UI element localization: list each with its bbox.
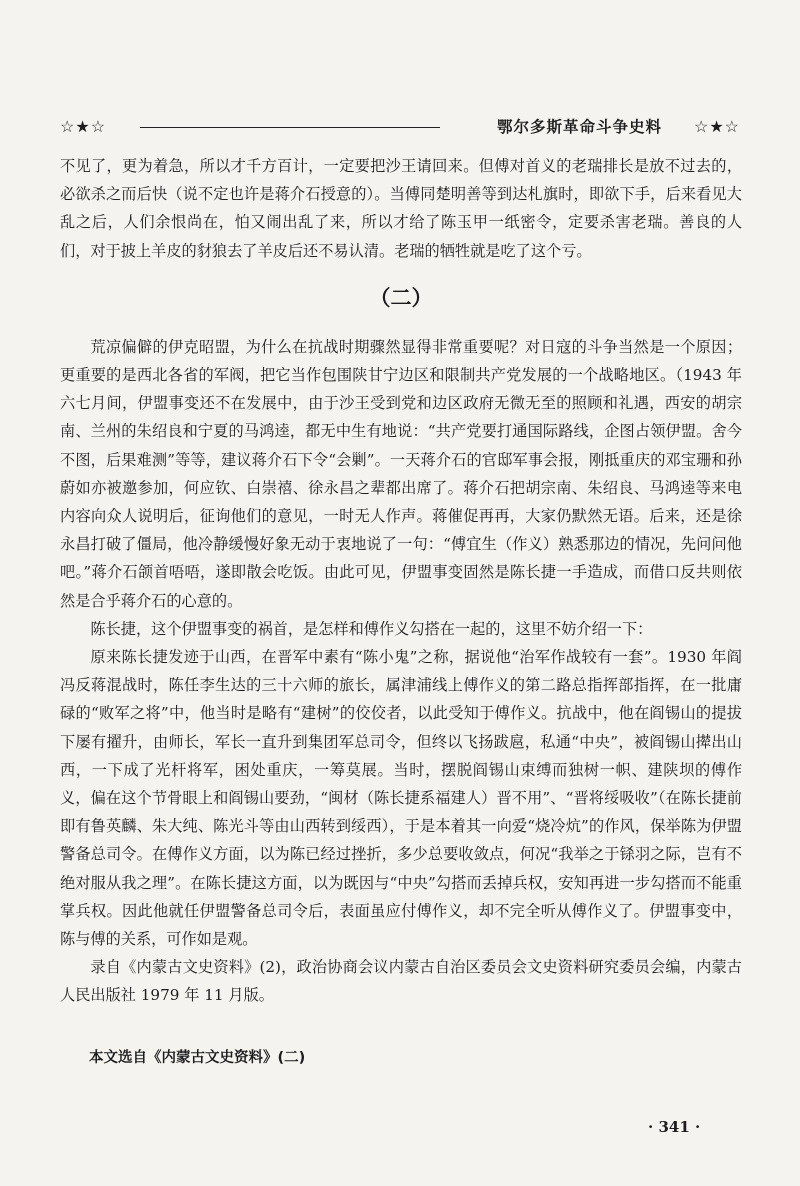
paragraph-continued: 不见了，更为着急，所以才千方百计，一定要把沙王请回来。但傅对首义的老瑞排长是放不过去的，必欲杀之而后快（说不定也许是蒋介石授意的）。当傅同楚明善等到达札旗时，即欲下手，后来看见大乱之后，人们余恨尚在，怕又闹出乱了来，所以才给了陈玉甲一纸密令，定要杀害老瑞。善良的人们，对于披上羊皮的豺狼去了羊皮后还不易认清。老瑞的牺牲就是吃了这个亏。 bbox=[60, 157, 742, 260]
header-rule bbox=[140, 127, 440, 128]
page-body bbox=[60, 152, 742, 1072]
paragraph: 荒凉偏僻的伊克昭盟，为什么在抗战时期骤然显得非常重要呢？对日寇的斗争当然是一个原因；更重要的是西北各省的军阀，把它当作包围陕甘宁边区和限制共产党发展的一个战略地区。（1943 年六七月间，伊盟事变还不在发展中，由于沙王受到党和边区政府无微无至的照顾和礼遇，西安的胡宗南、兰州的朱绍良和宁夏的马鸿逵，都无中生有地说：“共产党要打通国际路线，企图占领伊盟。舍今不图，后果难测”等等，建议蒋介石下令“会剿”。一天蒋介石的官邸军事会报，刚抵重庆的邓宝珊和孙蔚如亦被邀参加，何应钦、白崇禧、徐永昌之辈都出席了。蒋介石把胡宗南、朱绍良、马鸿逵等来电内容向众人说明后，征询他们的意见，一时无人作声。蒋催促再再，大家仍默然无语。后来，还是徐永昌打破了僵局，他冷静缓慢好象无动于衷地说了一句：“傅宜生（作义）熟悉那边的情况，先问问他吧。”蒋介石颌首唔唔，遂即散会吃饭。由此可见，伊盟事变固然是陈长捷一手造成，而借口反共则依然是合乎蒋介石的心意的。 bbox=[60, 337, 742, 610]
paragraph: 原来陈长捷发迹于山西，在晋军中素有“陈小鬼”之称，据说他“治军作战较有一套”。1930 年阎冯反蒋混战时，陈任李生达的三十六师的旅长，属津浦线上傅作义的第二路总指挥部指挥，在一批庸碌的“败军之将”中，他当时是略有“建树”的佼佼者，以此受知于傅作义。抗战中，他在阎锡山的提拔下屡有擢升，由师长，军长一直升到集团军总司令，但终以飞扬跋扈，私通“中央”，被阎锡山撵出山西，一下成了光杆将军，困处重庆，一筹莫展。当时，摆脱阎锡山束缚而独树一帜、建陕坝的傅作义，偏在这个节骨眼上和阎锡山要劲，“闽材（陈长捷系福建人）晋不用”、“晋将绥吸收”（在陈长捷前即有鲁英麟、朱大纯、陈光斗等由山西转到绥西），于是本着其一向爱“烧冷炕”的作风，保举陈为伊盟警备总司令。在傅作义方面，以为陈已经过挫折，多少总要收敛点，何况“我举之于铩羽之际，岂有不绝对服从我之理”。在陈长捷这方面，以为既因与“中央”勾搭而丢掉兵权，安知再进一步勾搭而不能重掌兵权。因此他就任伊盟警备总司令后，表面虽应付傅作义，却不完全听从傅作义了。伊盟事变中，陈与傅的关系，可作如是观。 bbox=[60, 648, 742, 949]
page-number: · 341 · bbox=[648, 1118, 701, 1136]
selected-from-note: 本文选自《内蒙古文史资料》(二) bbox=[89, 1049, 306, 1066]
header-title: 鄂尔多斯革命斗争史料 bbox=[496, 118, 662, 136]
stars-decoration-left: ☆★☆ bbox=[60, 117, 107, 136]
section-heading: （二） bbox=[369, 285, 433, 310]
source-note: 录自《内蒙古文史资料》(2)，政治协商会议内蒙古自治区委员会文史资料研究委员会编，内蒙古人民出版社 1979 年 11 月版。 bbox=[60, 958, 742, 1005]
stars-decoration-right: ☆★☆ bbox=[693, 117, 740, 136]
running-header bbox=[60, 114, 740, 140]
paragraph: 陈长捷，这个伊盟事变的祸首，是怎样和傅作义勾搭在一起的，这里不妨介绍一下： bbox=[90, 619, 653, 638]
